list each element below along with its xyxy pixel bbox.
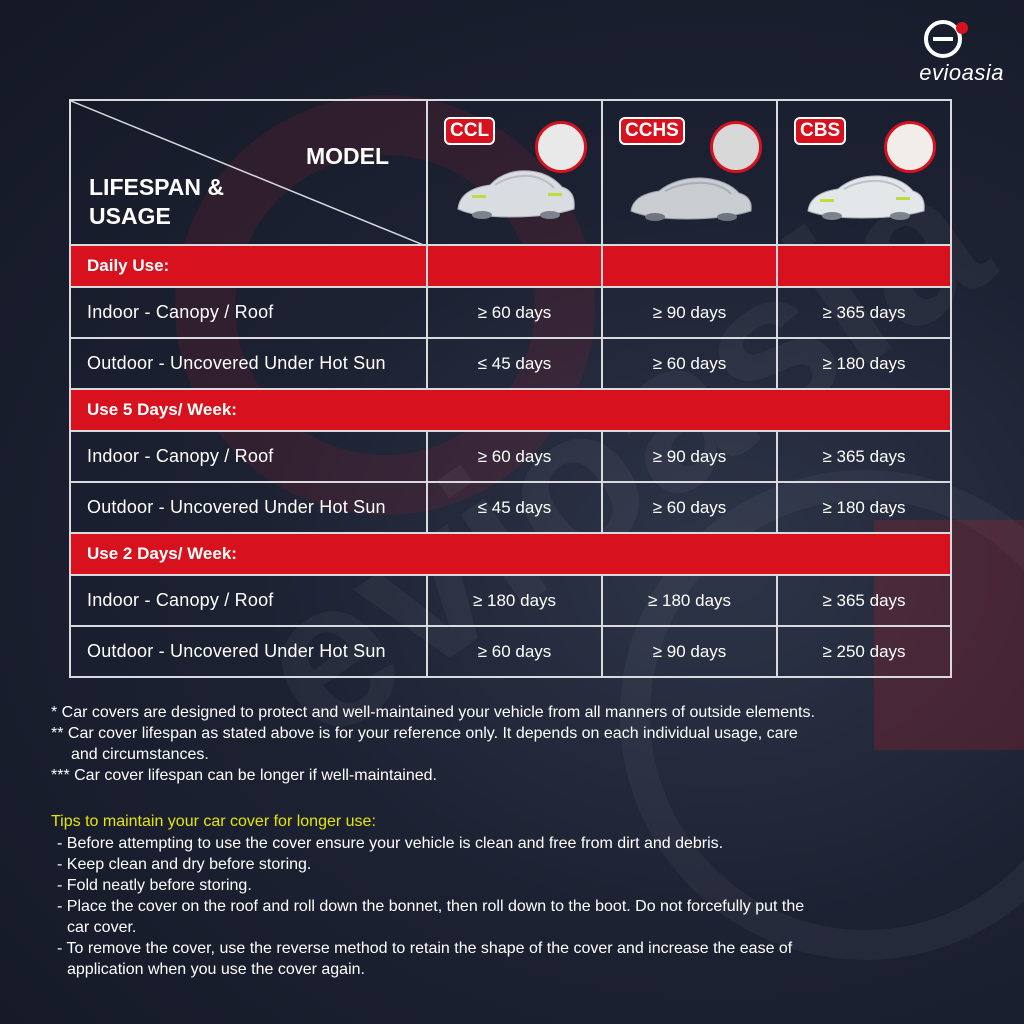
- model-column-cchs: [602, 100, 777, 245]
- value-cell-cbs: ≥ 180 days: [777, 338, 951, 389]
- table-row: [70, 287, 951, 338]
- value-cell-cchs: ≥ 90 days: [602, 626, 777, 677]
- value-cell-cchs: ≥ 60 days: [602, 338, 777, 389]
- table-row: [70, 575, 951, 626]
- value-cell-cbs: ≥ 250 days: [777, 626, 951, 677]
- header-corner-cell: [70, 100, 427, 245]
- fabric-swatch-ccl: [535, 121, 587, 173]
- table-row: [70, 482, 951, 533]
- value-cell-ccl: ≥ 60 days: [427, 626, 602, 677]
- section-blank-cell: [602, 245, 777, 287]
- value-cell-cbs: ≥ 365 days: [777, 287, 951, 338]
- tip-item: - Fold neatly before storing.: [57, 877, 252, 894]
- model-label-ccl: CCL: [444, 117, 495, 145]
- table-row: [70, 626, 951, 677]
- lifespan-usage-heading: [89, 173, 269, 231]
- table-row: [70, 338, 951, 389]
- brand-logo: [894, 20, 1004, 84]
- condition-cell: Outdoor - Uncovered Under Hot Sun: [70, 338, 427, 389]
- value-cell-cchs: ≥ 60 days: [602, 482, 777, 533]
- fabric-swatch-cchs: [710, 121, 762, 173]
- value-cell-ccl: ≥ 60 days: [427, 287, 602, 338]
- condition-cell: Outdoor - Uncovered Under Hot Sun: [70, 482, 427, 533]
- condition-cell: Outdoor - Uncovered Under Hot Sun: [70, 626, 427, 677]
- footnote-1: * Car covers are designed to protect and well-maintained your vehicle from all manners of outside elements.: [51, 704, 815, 721]
- footnote-2: ** Car cover lifespan as stated above is for your reference only. It depends on each individual usage, care: [51, 725, 798, 742]
- tip-item-continued: car cover.: [67, 919, 137, 936]
- value-cell-ccl: ≤ 45 days: [427, 482, 602, 533]
- value-cell-ccl: ≥ 60 days: [427, 431, 602, 482]
- model-label-cchs: CCHS: [619, 117, 685, 145]
- tip-item: - To remove the cover, use the reverse method to retain the shape of the cover and increase the ease of: [57, 940, 793, 957]
- value-cell-cchs: ≥ 90 days: [602, 287, 777, 338]
- tips-title: Tips to maintain your car cover for longer use:: [51, 813, 376, 830]
- value-cell-cbs: ≥ 365 days: [777, 431, 951, 482]
- logo-text: evioasia: [919, 60, 1004, 85]
- model-column-ccl: [427, 100, 602, 245]
- model-heading: MODEL: [306, 143, 390, 169]
- tip-item-continued: application when you use the cover again.: [67, 961, 365, 978]
- condition-cell: Indoor - Canopy / Roof: [70, 287, 427, 338]
- care-tips: [51, 811, 991, 980]
- table-row: [70, 431, 951, 482]
- value-cell-ccl: ≥ 180 days: [427, 575, 602, 626]
- model-column-cbs: [777, 100, 951, 245]
- lifespan-heading-line1: LIFESPAN &: [89, 174, 225, 200]
- lifespan-table: [69, 99, 952, 678]
- footnote-3: *** Car cover lifespan can be longer if well-maintained.: [51, 767, 437, 784]
- value-cell-cchs: ≥ 90 days: [602, 431, 777, 482]
- value-cell-ccl: ≤ 45 days: [427, 338, 602, 389]
- value-cell-cbs: ≥ 365 days: [777, 575, 951, 626]
- section-label: Use 2 Days/ Week:: [70, 533, 951, 575]
- tip-item: - Keep clean and dry before storing.: [57, 856, 312, 873]
- section-row-daily-use: [70, 245, 951, 287]
- lifespan-heading-line2: USAGE: [89, 203, 171, 229]
- section-blank-cell: [427, 245, 602, 287]
- tip-item: - Place the cover on the roof and roll down the bonnet, then roll down to the boot. Do not forcefully put the: [57, 898, 805, 915]
- value-cell-cbs: ≥ 180 days: [777, 482, 951, 533]
- fabric-swatch-cbs: [884, 121, 936, 173]
- tip-item: - Before attempting to use the cover ensure your vehicle is clean and free from dirt and debris.: [57, 835, 724, 852]
- model-label-cbs: CBS: [794, 117, 846, 145]
- footnotes: [51, 702, 991, 786]
- section-row-2-days-week: [70, 533, 951, 575]
- section-label: Daily Use:: [70, 245, 427, 287]
- condition-cell: Indoor - Canopy / Roof: [70, 575, 427, 626]
- condition-cell: Indoor - Canopy / Roof: [70, 431, 427, 482]
- section-blank-cell: [777, 245, 951, 287]
- footnote-2-continued: and circumstances.: [71, 746, 209, 763]
- logo-dot-icon: [956, 22, 968, 34]
- section-row-5-days-week: [70, 389, 951, 431]
- table-header-row: [70, 100, 951, 245]
- section-label: Use 5 Days/ Week:: [70, 389, 951, 431]
- value-cell-cchs: ≥ 180 days: [602, 575, 777, 626]
